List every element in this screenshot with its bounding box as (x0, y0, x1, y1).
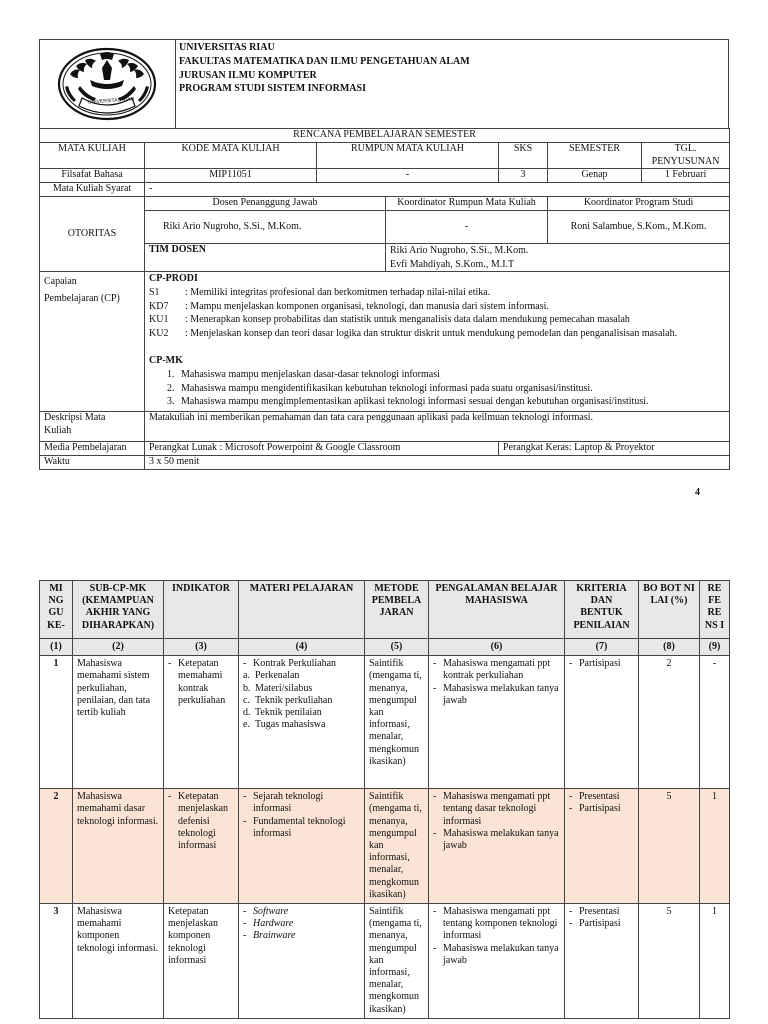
cp-prodi-item (149, 287, 725, 301)
kriteria-item: - Partisipasi (569, 918, 634, 930)
pengalaman-item: - Mahasiswa mengamati ppt tentang dasar teknologi informasi (433, 791, 560, 828)
logo-cell (40, 40, 176, 128)
weekly-plan-table (39, 580, 730, 1019)
plan-header-sub-cp: SUB-CP-MK (KEMAMPUAN AKHIR YANG DIHARAPKAN) (73, 581, 164, 639)
plan-header-pengalaman: PENGALAMAN BELAJAR MAHASISWA (429, 581, 565, 639)
materi-subitem-text: Perkenalan (255, 670, 300, 682)
materi-item (243, 930, 360, 942)
materi-item-text: Brainware (253, 930, 296, 942)
cp-mk-num: 1. (167, 369, 175, 381)
plan-header-referensi: RE FE RE NS I (700, 581, 730, 639)
kriteria-item: - Partisipasi (569, 803, 634, 815)
materi-subitem-text: Materi/silabus (255, 682, 313, 694)
cp-mk-item (149, 396, 725, 409)
tim-dosen-list (386, 244, 730, 272)
media-lunak: Perangkat Lunak : Microsoft Powerpoint & Google Classroom (145, 442, 499, 456)
sub-cp: Mahasiswa memahami komponen teknologi informasi. (73, 904, 164, 1019)
waktu-label: Waktu (40, 456, 145, 470)
cp-prodi-code: KU1 (149, 314, 169, 326)
cp-content (145, 272, 730, 412)
materi-item: - Kontrak Perkuliahan (243, 658, 360, 670)
pengalaman-item: - Mahasiswa melakukan tanya jawab (433, 943, 560, 967)
deskripsi-label (40, 412, 145, 442)
materi-letter: e. (243, 719, 250, 731)
bobot: 2 (639, 656, 700, 789)
col-number: (3) (164, 639, 239, 656)
materi-item-text: Software (253, 906, 289, 918)
pengalaman (429, 656, 565, 789)
col-header-sks: SKS (499, 143, 548, 169)
materi-letter: a. (243, 670, 250, 682)
col-header-rumpun: RUMPUN MATA KULIAH (317, 143, 499, 169)
materi (239, 656, 365, 789)
koord-prodi-value: Roni Salambue, S.Kom., M.Kom. (548, 211, 730, 244)
referensi: 1 (700, 904, 730, 1019)
week-number: 3 (40, 904, 73, 1019)
pengalaman-item: - Mahasiswa melakukan tanya jawab (433, 683, 560, 707)
pengalaman (429, 789, 565, 904)
cp-prodi-code: KU2 (149, 327, 169, 339)
cp-label-line: Capaian (44, 276, 77, 287)
materi (239, 904, 365, 1019)
koord-rumpun-value: - (386, 211, 548, 244)
cp-mk-text: Mahasiswa mampu menjelaskan dasar-dasar teknologi informasi (181, 369, 440, 381)
referensi: - (700, 656, 730, 789)
waktu-value: 3 x 50 menit (145, 456, 730, 470)
materi-item-text: Hardware (253, 918, 294, 930)
pengalaman (429, 904, 565, 1019)
week-number: 1 (40, 656, 73, 789)
table-row (40, 904, 730, 1019)
value-kode: MIP11051 (145, 169, 317, 183)
cp-prodi-text: : Menerapkan konsep probabilitas dan statistik untuk menganalisis data dalam mendukung pemecahan masalah (185, 314, 630, 326)
deskripsi-label-line: Deskripsi Mata (44, 412, 106, 423)
kriteria (565, 656, 639, 789)
syarat-value: - (145, 183, 730, 197)
dosen-pj-value: Riki Ario Nugroho, S.Si., M.Kom. (145, 211, 386, 244)
metode: Saintifik (mengama ti, menanya, mengumpul kan informasi, menalar, mengkomun ikasikan) (365, 789, 429, 904)
value-tgl: 1 Februari (642, 169, 730, 183)
materi-subitem-text: Teknik perkuliahan (255, 694, 333, 706)
rps-table (39, 128, 730, 470)
materi-item: - Fundamental teknologi informasi (243, 816, 360, 840)
dosen-pj-label: Dosen Penanggung Jawab (145, 197, 386, 211)
plan-header-week: MI NG GU KE- (40, 581, 73, 639)
cp-prodi-code: S1 (149, 287, 160, 298)
materi-subitem (243, 707, 360, 719)
media-keras: Perangkat Keras: Laptop & Proyektor (499, 442, 730, 456)
materi-subitem (243, 683, 360, 695)
plan-header-bobot: BO BOT NI LAI (%) (639, 581, 700, 639)
materi-subitem (243, 695, 360, 707)
col-number: (8) (639, 639, 700, 656)
week-number: 2 (40, 789, 73, 904)
indikator: Ketepatan menjelaskan komponen teknologi informasi (164, 904, 239, 1019)
syarat-label: Mata Kuliah Syarat (40, 183, 145, 197)
deskripsi-value: Matakuliah ini memberikan pemahaman dan tata cara penggunaan aplikasi pada keilmuan teknologi informasi. (145, 412, 730, 442)
university-name: UNIVERSITAS RIAU (179, 42, 275, 53)
bobot: 5 (639, 789, 700, 904)
table-row (40, 789, 730, 904)
cp-label (40, 272, 145, 412)
materi-letter: b. (243, 682, 251, 694)
plan-header-kriteria: KRITERIA DAN BENTUK PENILAIAN (565, 581, 639, 639)
materi-letter: d. (243, 707, 251, 719)
indikator: - Ketepatan memahami kontrak perkuliahan (168, 658, 234, 707)
materi (239, 789, 365, 904)
value-rumpun: - (317, 169, 499, 183)
materi-item (243, 906, 360, 918)
col-header-semester: SEMESTER (548, 143, 642, 169)
cp-mk-num: 2. (167, 382, 175, 394)
plan-header-indikator: INDIKATOR (164, 581, 239, 639)
cp-prodi-item (149, 314, 725, 328)
referensi: 1 (700, 789, 730, 904)
cp-mk-num: 3. (167, 396, 175, 408)
kriteria-item: - Presentasi (569, 791, 634, 803)
kriteria-item: - Presentasi (569, 906, 634, 918)
metode: Saintifik (mengama ti, menanya, mengumpul kan informasi, menalar, mengkomun ikasikan) (365, 656, 429, 789)
cp-prodi-text: : Menjelaskan konsep dan teori dasar logika dan struktur diskrit untuk mendukung pemodelan dan penganalisisan masalah. (185, 327, 678, 339)
media-label: Media Pembelajaran (40, 442, 145, 456)
materi-subitem-text: Teknik penilaian (255, 707, 322, 719)
cp-prodi-title: CP-PRODI (149, 273, 198, 284)
koord-rumpun-label: Koordinator Rumpun Mata Kuliah (386, 197, 548, 211)
department-name: JURUSAN ILMU KOMPUTER (179, 69, 317, 81)
materi-subitem (243, 670, 360, 682)
kriteria-item: - Partisipasi (569, 658, 634, 670)
sub-cp: Mahasiswa memahami dasar teknologi informasi. (73, 789, 164, 904)
materi-letter: c. (243, 694, 250, 706)
cp-prodi-text: : Memiliki integritas profesional dan berkomitmen terhadap nilai-nilai etika. (185, 287, 491, 298)
rps-title: RENCANA PEMBELAJARAN SEMESTER (40, 129, 730, 143)
university-logo-icon (40, 40, 175, 128)
cp-prodi-code: KD7 (149, 300, 169, 312)
tim-dosen-member: Evfi Mahdiyah, S.Kom., M.I.T (390, 258, 515, 270)
col-number: (1) (40, 639, 73, 656)
deskripsi-label-line: Kuliah (44, 424, 72, 436)
cp-prodi-item (149, 301, 725, 315)
logo-ribbon-text: UNIVERSITAS RIAU (87, 96, 135, 106)
value-mata-kuliah: Filsafat Bahasa (40, 169, 145, 183)
faculty-name: FAKULTAS MATEMATIKA DAN ILMU PENGETAHUAN ALAM (179, 55, 470, 67)
cp-mk-text: Mahasiswa mampu mengidentifikasikan kebutuhan teknologi informasi pada suatu organisasi/institusi. (181, 382, 593, 394)
tim-dosen-member: Riki Ario Nugroho, S.Si., M.Kom. (390, 245, 529, 256)
materi-subitem (243, 719, 360, 731)
col-number: (9) (700, 639, 730, 656)
table-row (40, 656, 730, 789)
materi-subitem-text: Tugas mahasiswa (255, 719, 326, 731)
col-number: (5) (365, 639, 429, 656)
cp-mk-title: CP-MK (149, 355, 183, 367)
university-name-block (179, 41, 470, 96)
col-header-mata-kuliah: MATA KULIAH (40, 143, 145, 169)
value-semester: Genap (548, 169, 642, 183)
value-sks: 3 (499, 169, 548, 183)
col-number: (2) (73, 639, 164, 656)
cp-prodi-text: : Mampu menjelaskan komponen organisasi, teknologi, dan manusia dari sistem informasi. (185, 300, 549, 312)
otoritas-label: OTORITAS (40, 197, 145, 272)
cp-label-line: Pembelajaran (CP) (44, 293, 120, 304)
pengalaman-item: - Mahasiswa melakukan tanya jawab (433, 828, 560, 852)
materi-item (243, 918, 360, 930)
pengalaman-item: - Mahasiswa mengamati ppt kontrak perkuliahan (433, 658, 560, 682)
plan-header-materi: MATERI PELAJARAN (239, 581, 365, 639)
materi-item: - Sejarah teknologi informasi (243, 791, 360, 815)
col-number: (6) (429, 639, 565, 656)
program-name: PROGRAM STUDI SISTEM INFORMASI (179, 83, 366, 95)
sub-cp: Mahasiswa memahami sistem perkuliahan, penilaian, dan tata tertib kuliah (73, 656, 164, 789)
cp-mk-item (149, 369, 725, 382)
bobot: 5 (639, 904, 700, 1019)
col-number: (4) (239, 639, 365, 656)
col-header-kode: KODE MATA KULIAH (145, 143, 317, 169)
tim-dosen-label: TIM DOSEN (145, 244, 386, 272)
university-header (39, 39, 729, 129)
pengalaman-item: - Mahasiswa mengamati ppt tentang komponen teknologi informasi (433, 906, 560, 943)
cp-prodi-item (149, 328, 725, 342)
col-header-tgl: TGL. PENYUSUNAN (642, 143, 730, 169)
koord-prodi-label: Koordinator Program Studi (548, 197, 730, 211)
cp-mk-item (149, 383, 725, 396)
col-number: (7) (565, 639, 639, 656)
metode: Saintifik (mengama ti, menanya, mengumpul kan informasi, menalar, mengkomun ikasikan) (365, 904, 429, 1019)
plan-header-metode: METODE PEMBELA JARAN (365, 581, 429, 639)
page-number: 4 (695, 487, 700, 498)
indikator: - Ketepatan menjelaskan defenisi teknologi informasi (168, 791, 234, 852)
cp-mk-text: Mahasiswa mampu mengimplementasikan aplikasi teknologi informasi sesuai dengan kebutuhan organisasi/institusi. (181, 396, 649, 408)
kriteria (565, 789, 639, 904)
kriteria (565, 904, 639, 1019)
